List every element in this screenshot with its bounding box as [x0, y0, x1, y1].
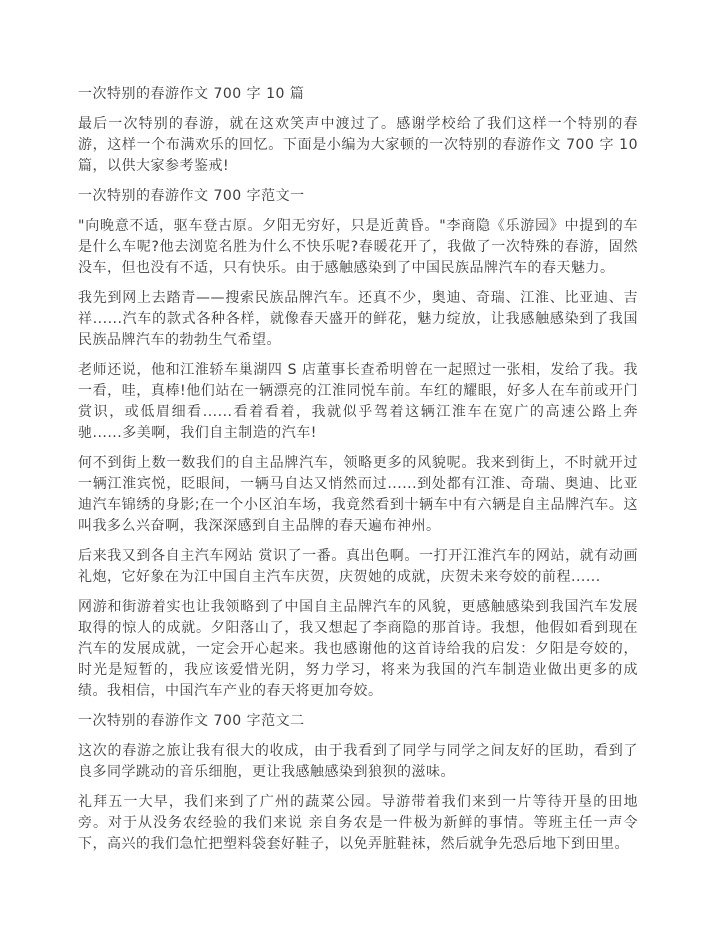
section-heading-part-two: 一次特别的春游作文 700 字范文二 — [78, 713, 305, 729]
essay-paragraph-intro: 最后一次特别的春游，就在这欢笑声中渡过了。感谢学校给了我们这样一个特别的春游，这样一个布满欢乐的回忆。下面是小编为大家顿的一次特别的春游作文 700 字 10 篇，以供大家参考鉴戒! — [78, 116, 638, 174]
essay-paragraph: 我先到网上去踏青——搜索民族品牌汽车。还真不少，奥迪、奇瑞、江淮、比亚迪、吉祥......汽车的款式各种各样，就像春天盛开的鲜花，魅力绽放，让我感触感染到了我国民族品牌汽车的勃勃生气希望。 — [78, 290, 638, 348]
essay-paragraph: 何不到街上数一数我们的自主品牌汽车，领略更多的风貌呢。我来到街上，不时就开过一辆江淮宾悦，眨眼间，一辆马自达又悄然而过......到处都有江淮、奇瑞、奥迪、比亚迪汽车锦绣的身影;在一个小区泊车场，我竟然看到十辆车中有六辆是自主品牌汽车。这叫我多么兴奋啊，我深深感到自主品牌的春天遍布神州。 — [78, 455, 638, 534]
section-heading-part-one: 一次特别的春游作文 700 字范文一 — [78, 188, 305, 204]
essay-paragraph: 这次的春游之旅让我有很大的收成，由于我看到了同学与同学之间友好的匡助，看到了良多同学跳动的音乐细胞，更让我感触感染到狼狈的滋味。 — [78, 743, 638, 780]
document-title: 一次特别的春游作文 700 字 10 篇 — [78, 86, 305, 102]
essay-paragraph: 网游和街游着实也让我领略到了中国自主品牌汽车的风貌，更感触感染到我国汽车发展取得的惊人的成就。夕阳落山了，我又想起了李商隐的那首诗。我想，他假如看到现在汽车的发展成就，一定会开心起来。我也感谢他的这首诗给我的启发：夕阳是夸姣的，时光是短暂的，我应该爱惜光阴，努力学习，将来为我国的汽车制造业做出更多的成绩。我相信，中国汽车产业的春天将更加夸姣。 — [78, 599, 638, 699]
essay-paragraph: 老师还说，他和江淮轿车巢湖四 S 店董事长查希明曾在一起照过一张相，发给了我。我一看，哇，真棒!他们站在一辆漂亮的江淮同悦车前。车红的耀眼，好多人在车前或开门赏识，或低眉细看......看着看着，我就似乎驾着这辆江淮车在宽广的高速公路上奔驰......多美啊，我们自主制造的汽车! — [78, 362, 638, 441]
essay-paragraph: 后来我又到各自主汽车网站 赏识了一番。真出色啊。一打开江淮汽车的网站，就有动画礼炮，它好象在为江中国自主汽车庆贺，庆贺她的成就，庆贺未来夸姣的前程...... — [78, 548, 638, 585]
essay-paragraph: 礼拜五一大早，我们来到了广州的蔬菜公园。导游带着我们来到一片等待开垦的田地旁。对于从没务农经验的我们来说 亲自务农是一件极为新鲜的事情。等班主任一声令下，高兴的我们急忙把塑料袋套好鞋子，以免弄脏鞋袜，然后就争先恐后地下到田里。 — [78, 794, 638, 852]
essay-paragraph: "向晚意不适，驱车登古原。夕阳无穷好，只是近黄昏。"李商隐《乐游园》中提到的车是什么车呢?他去浏览名胜为什么不快乐呢?春暖花开了，我做了一次特殊的春游，固然没车，但也没有不适，只有快乐。由于感触感染到了中国民族品牌汽车的春天魅力。 — [78, 218, 638, 276]
